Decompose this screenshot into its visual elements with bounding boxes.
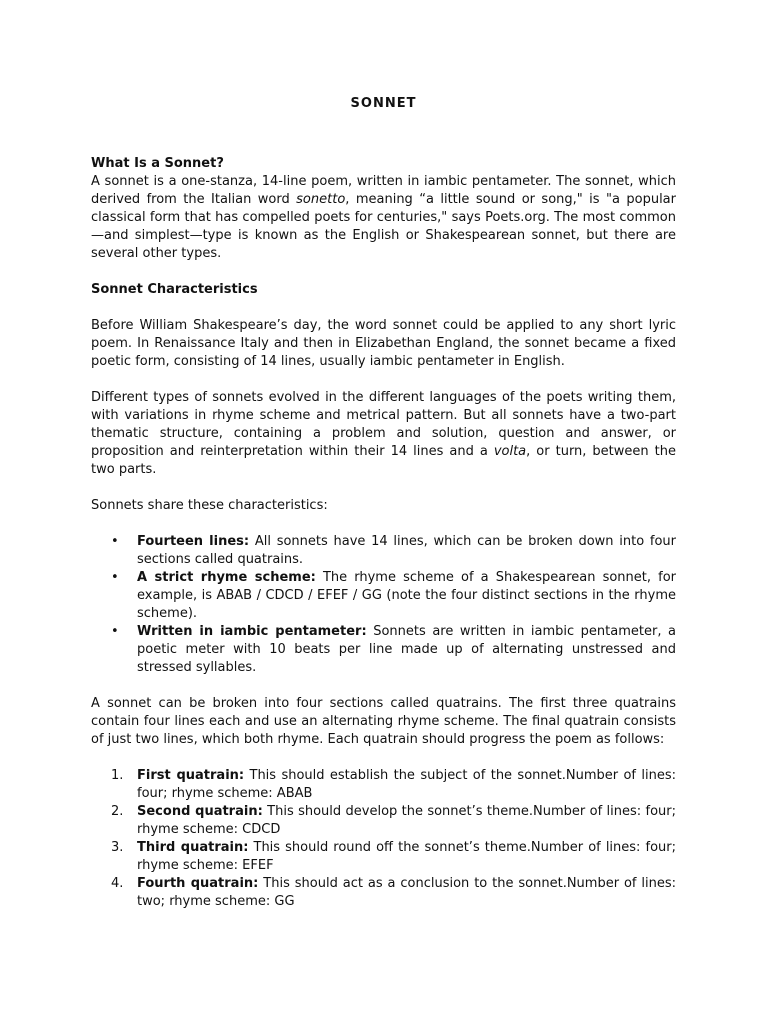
list-item-text: All sonnets have 14 lines, which can be broken down into four sections called quatrains. — [137, 534, 677, 567]
list-item — [91, 875, 676, 911]
quatrain-list — [91, 767, 676, 911]
volta-italic-word: volta — [493, 444, 527, 459]
list-item — [91, 839, 676, 875]
number-marker: 2. — [111, 804, 124, 819]
list-item-text: This should round off the sonnet’s theme.Number of lines: four; rhyme scheme: EFEF — [137, 840, 677, 873]
list-item-text: Sonnets are written in iambic pentameter, a poetic meter with 10 beats per line made up of alternating unstressed and stressed syllables. — [137, 624, 676, 675]
intro-italic-word: sonetto — [296, 192, 346, 207]
history-paragraph: Before William Shakespeare’s day, the word sonnet could be applied to any short lyric poem. In Renaissance Italy and then in Elizabethan England, the sonnet became a fixed poetic form, consisting of 14 lines, usually iambic pentameter in English. — [91, 318, 676, 369]
list-item-term: Fourth quatrain: — [137, 876, 259, 891]
bullet-marker: • — [111, 624, 119, 639]
list-item-text: This should establish the subject of the sonnet.Number of lines: four; rhyme scheme: ABAB — [137, 768, 676, 801]
quatrains-paragraph: A sonnet can be broken into four sections called quatrains. The first three quatrains contain four lines each and use an alternating rhyme scheme. The final quatrain consists of just two lines, which both rhyme. Each quatrain should progress the poem as follows: — [91, 696, 676, 747]
list-item-term: Fourteen lines: — [137, 534, 250, 549]
bullet-marker: • — [111, 534, 119, 549]
types-text-b: , or turn, between the two parts. — [91, 444, 676, 477]
types-text-a: Different types of sonnets evolved in the different languages of the poets writing them, with variations in rhyme scheme and metrical pattern. But all sonnets have a two-part thematic structure, containing a problem and solution, question and answer, or proposition and reinterpretation within their 14 lines and a — [91, 390, 676, 459]
characteristics-list — [91, 533, 676, 677]
characteristics-intro: Sonnets share these characteristics: — [91, 498, 328, 513]
list-item-term: Second quatrain: — [137, 804, 263, 819]
intro-paragraph — [91, 173, 676, 263]
list-item-term: A strict rhyme scheme: — [137, 570, 316, 585]
intro-text-a: A sonnet is a one-stanza, 14-line poem, written in iambic pentameter. The sonnet, which derived from the Italian word — [91, 174, 676, 207]
number-marker: 4. — [111, 876, 124, 891]
list-item — [91, 803, 676, 839]
section-heading-what-is: What Is a Sonnet? — [91, 156, 224, 171]
section-heading-characteristics: Sonnet Characteristics — [91, 282, 258, 297]
list-item-text: This should develop the sonnet’s theme.Number of lines: four; rhyme scheme: CDCD — [137, 804, 676, 837]
document-page — [91, 95, 676, 929]
list-item-term: Written in iambic pentameter: — [137, 624, 367, 639]
list-item-text: This should act as a conclusion to the sonnet.Number of lines: two; rhyme scheme: GG — [137, 876, 677, 909]
list-item — [91, 623, 676, 677]
list-item — [91, 533, 676, 569]
list-item-term: First quatrain: — [137, 768, 245, 783]
list-item-text: The rhyme scheme of a Shakespearean sonnet, for example, is ABAB / CDCD / EFEF / GG (note the four distinct sections in the rhyme scheme). — [137, 570, 676, 621]
list-item-term: Third quatrain: — [137, 840, 249, 855]
list-item — [91, 767, 676, 803]
list-item — [91, 569, 676, 623]
intro-text-b: , meaning “a little sound or song," is "a popular classical form that has compelled poets for centuries," says Poets.org. The most common—and simplest—type is known as the English or Shakespearean sonnet, but there are several other types. — [91, 192, 676, 261]
types-paragraph — [91, 389, 676, 479]
number-marker: 1. — [111, 768, 124, 783]
document-title: SONNET — [350, 96, 417, 111]
bullet-marker: • — [111, 570, 119, 585]
number-marker: 3. — [111, 840, 124, 855]
